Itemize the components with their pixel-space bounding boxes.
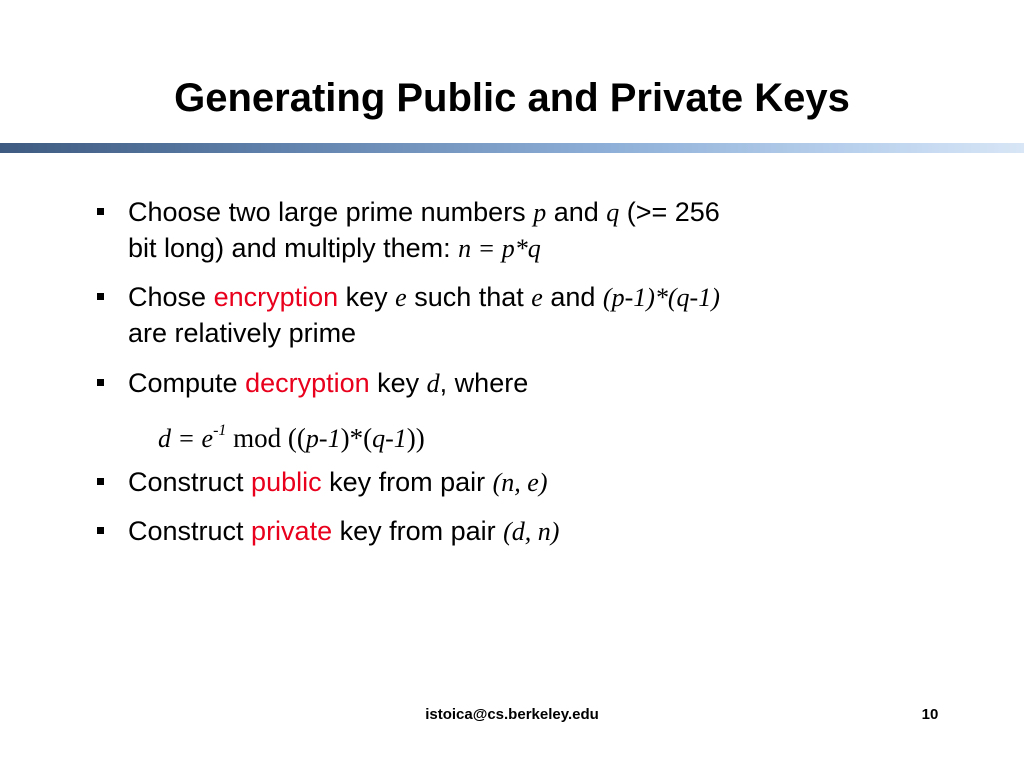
bullet-1-line-2 — [128, 230, 908, 267]
page-number: 10 — [921, 706, 939, 723]
formula-p-term: p-1 — [305, 424, 341, 453]
expression-n: n = p*q — [458, 234, 541, 263]
bullet-2-text-d: and — [542, 282, 603, 312]
formula-mid: )*( — [340, 423, 373, 453]
variable-e: e — [531, 283, 543, 312]
highlight-encryption: encryption — [213, 282, 339, 312]
bullet-3-text-a: Compute — [128, 368, 246, 398]
formula-mod: mod (( — [226, 423, 306, 453]
footer-email: istoica@cs.berkeley.edu — [425, 706, 599, 723]
expression-private-pair: (d, n) — [503, 517, 560, 546]
bullet-4-line-1 — [128, 464, 908, 501]
bullet-icon — [97, 379, 104, 386]
bullet-1-text-c: (>= 256 — [619, 197, 720, 227]
bullet-icon — [97, 527, 104, 534]
bullet-1-text-a: Choose two large prime numbers — [128, 197, 534, 227]
formula-close: )) — [406, 423, 425, 453]
formula-q-term: q-1 — [372, 424, 407, 453]
title-divider — [0, 143, 1024, 153]
formula-lhs: d = e — [158, 424, 214, 453]
bullet-icon — [97, 208, 104, 215]
bullet-3-text-c: , where — [439, 368, 529, 398]
bullet-2-line-2: are relatively prime — [128, 318, 357, 348]
expression-public-pair: (n, e) — [492, 468, 548, 497]
bullet-2-text-b: key — [338, 282, 396, 312]
bullet-4-text-a: Construct — [128, 467, 252, 497]
variable-e: e — [395, 283, 407, 312]
bullet-2-line-1 — [128, 279, 908, 316]
bullet-icon — [97, 293, 104, 300]
decryption-formula — [158, 414, 425, 457]
highlight-public: public — [251, 467, 322, 497]
bullet-5-text-a: Construct — [128, 516, 252, 546]
bullet-3-text-b: key — [369, 368, 427, 398]
bullet-icon — [97, 478, 104, 485]
bullet-5-text-b: key from pair — [332, 516, 504, 546]
highlight-private: private — [251, 516, 333, 546]
bullet-1-text-b: and — [546, 197, 607, 227]
variable-p: p — [533, 198, 547, 227]
expression-phi: (p-1)*(q-1) — [602, 283, 720, 312]
bullet-2-text-c: such that — [406, 282, 532, 312]
bullet-1-line-1 — [128, 194, 908, 231]
slide-title: Generating Public and Private Keys — [174, 76, 850, 120]
bullet-3-line-1 — [128, 365, 908, 402]
variable-d: d — [426, 369, 440, 398]
formula-exponent: -1 — [213, 422, 227, 439]
bullet-4-text-b: key from pair — [321, 467, 493, 497]
variable-q: q — [606, 198, 620, 227]
bullet-2-text-a: Chose — [128, 282, 214, 312]
bullet-1-text-d: bit long) and multiply them: — [128, 233, 459, 263]
highlight-decryption: decryption — [245, 368, 370, 398]
bullet-5-line-1 — [128, 513, 908, 550]
